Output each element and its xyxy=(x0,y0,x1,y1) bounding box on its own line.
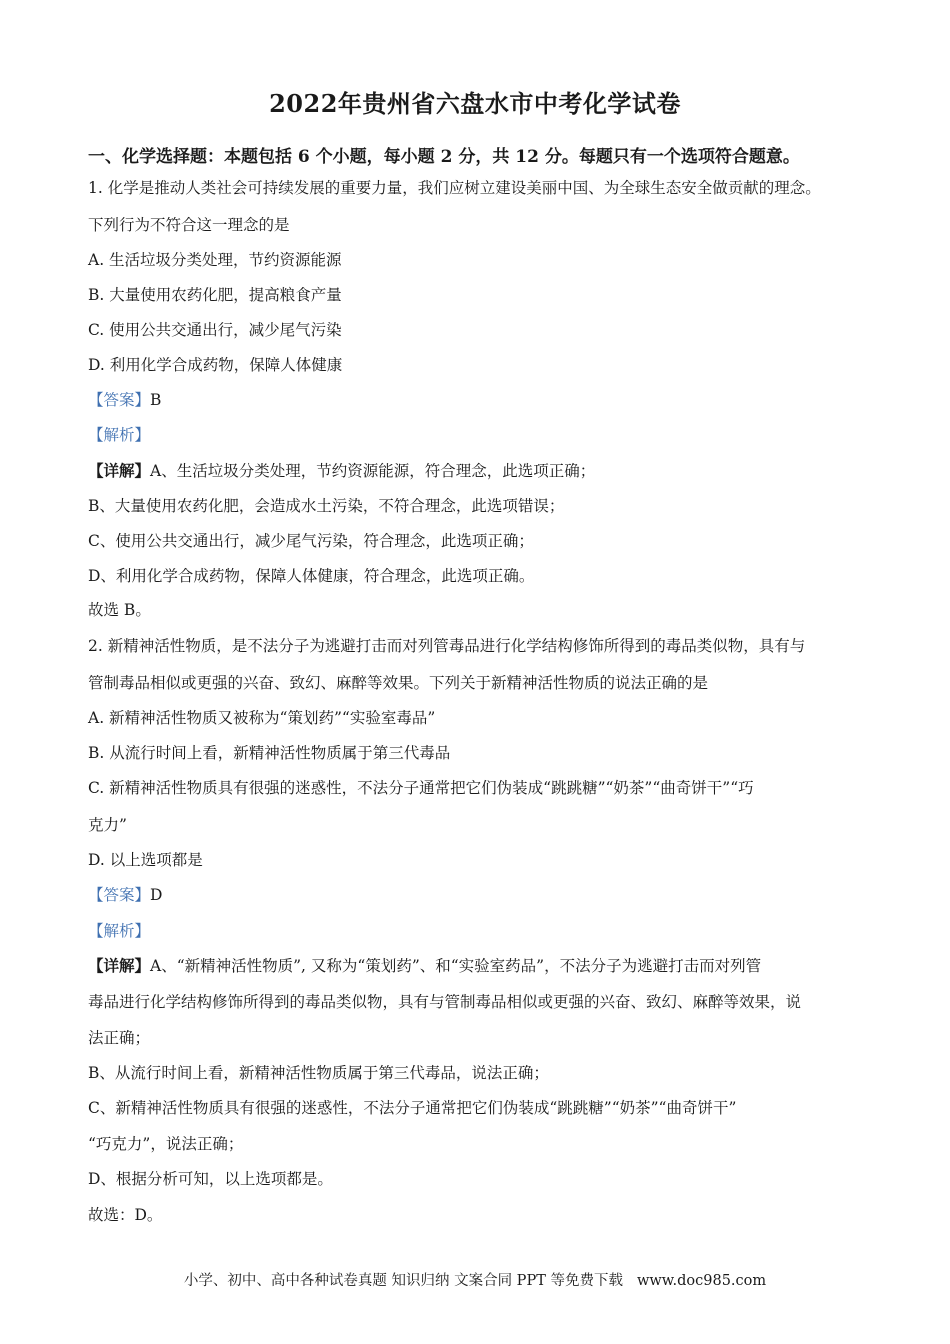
q1-detail-line3: C、使用公共交通出行，减少尾气污染，符合理念，此选项正确； xyxy=(88,532,534,550)
q2-detail-line1 xyxy=(88,956,761,976)
q2-option-d: D. 以上选项都是 xyxy=(88,851,203,869)
answer-value: B xyxy=(150,391,162,409)
detail-text: A、生活垃圾分类处理，节约资源能源，符合理念，此选项正确； xyxy=(150,462,596,480)
detail-tag: 【详解】 xyxy=(88,461,151,480)
q1-analysis-tag xyxy=(88,425,150,445)
q2-detail-line4: B、从流行时间上看，新精神活性物质属于第三代毒品，说法正确； xyxy=(88,1064,549,1082)
q2-detail-line6: “巧克力”，说法正确； xyxy=(88,1135,244,1153)
detail-tag: 【详解】 xyxy=(88,956,151,975)
q1-stem-line2: 下列行为不符合这一理念的是 xyxy=(88,216,290,234)
q2-option-b: B. 从流行时间上看，新精神活性物质属于第三代毒品 xyxy=(88,744,451,762)
analysis-tag: 【解析】 xyxy=(88,426,151,444)
answer-tag: 【答案】 xyxy=(88,886,151,904)
footer-site-link[interactable]: www.doc985.com xyxy=(636,1273,767,1289)
q2-analysis-tag xyxy=(88,921,150,941)
analysis-tag: 【解析】 xyxy=(88,922,151,940)
q1-answer xyxy=(88,390,161,410)
q2-option-c-line1: C. 新精神活性物质具有很强的迷惑性，不法分子通常把它们伪装成“跳跳糖”“奶茶”“曲奇饼干”“巧 xyxy=(88,779,754,797)
q1-option-a: A. 生活垃圾分类处理，节约资源能源 xyxy=(88,251,342,269)
q2-option-a: A. 新精神活性物质又被称为“策划药”“实验室毒品” xyxy=(88,709,436,727)
answer-tag: 【答案】 xyxy=(88,391,151,409)
detail-text: A、“新精神活性物质”, 又称为“策划药”、和“实验室药品”，不法分子为逃避打击而对列管 xyxy=(150,957,762,975)
q1-option-c: C. 使用公共交通出行，减少尾气污染 xyxy=(88,321,342,339)
section-heading: 一、化学选择题：本题包括 6 个小题，每小题 2 分，共 12 分。每题只有一个选项符合题意。 xyxy=(88,147,800,167)
q2-detail-line3: 法正确； xyxy=(88,1029,151,1047)
q2-conclusion: 故选：D。 xyxy=(88,1206,163,1224)
q2-answer xyxy=(88,885,162,905)
page-title: 2022年贵州省六盘水市中考化学试卷 xyxy=(269,89,681,118)
q2-stem-line1: 2. 新精神活性物质，是不法分子为逃避打击而对列管毒品进行化学结构修饰所得到的毒品类似物，具有与 xyxy=(88,637,806,655)
q1-conclusion: 故选 B。 xyxy=(88,601,151,619)
q1-detail-line1 xyxy=(88,461,595,481)
footer-text: 小学、初中、高中各种试卷真题 知识归纳 文案合同 PPT 等免费下载 xyxy=(183,1273,623,1289)
q2-detail-line7: D、根据分析可知，以上选项都是。 xyxy=(88,1170,333,1188)
q2-option-c-line2: 克力” xyxy=(88,816,127,834)
answer-value: D xyxy=(150,886,163,904)
q2-detail-line2: 毒品进行化学结构修饰所得到的毒品类似物，具有与管制毒品相似或更强的兴奋、致幻、麻醉等效果，说 xyxy=(88,993,802,1011)
q1-option-d: D. 利用化学合成药物，保障人体健康 xyxy=(88,356,343,374)
page-footer xyxy=(0,1269,950,1290)
q1-detail-line4: D、利用化学合成药物，保障人体健康，符合理念，此选项正确。 xyxy=(88,567,535,585)
q1-detail-line2: B、大量使用农药化肥，会造成水土污染，不符合理念，此选项错误； xyxy=(88,497,565,515)
q1-option-b: B. 大量使用农药化肥，提高粮食产量 xyxy=(88,286,342,304)
q2-stem-line2: 管制毒品相似或更强的兴奋、致幻、麻醉等效果。下列关于新精神活性物质的说法正确的是 xyxy=(88,674,709,692)
q1-stem-line1: 1. 化学是推动人类社会可持续发展的重要力量，我们应树立建设美丽中国、为全球生态安全做贡献的理念。 xyxy=(88,179,821,197)
q2-detail-line5: C、新精神活性物质具有很强的迷惑性，不法分子通常把它们伪装成“跳跳糖”“奶茶”“曲奇饼干” xyxy=(88,1099,737,1117)
